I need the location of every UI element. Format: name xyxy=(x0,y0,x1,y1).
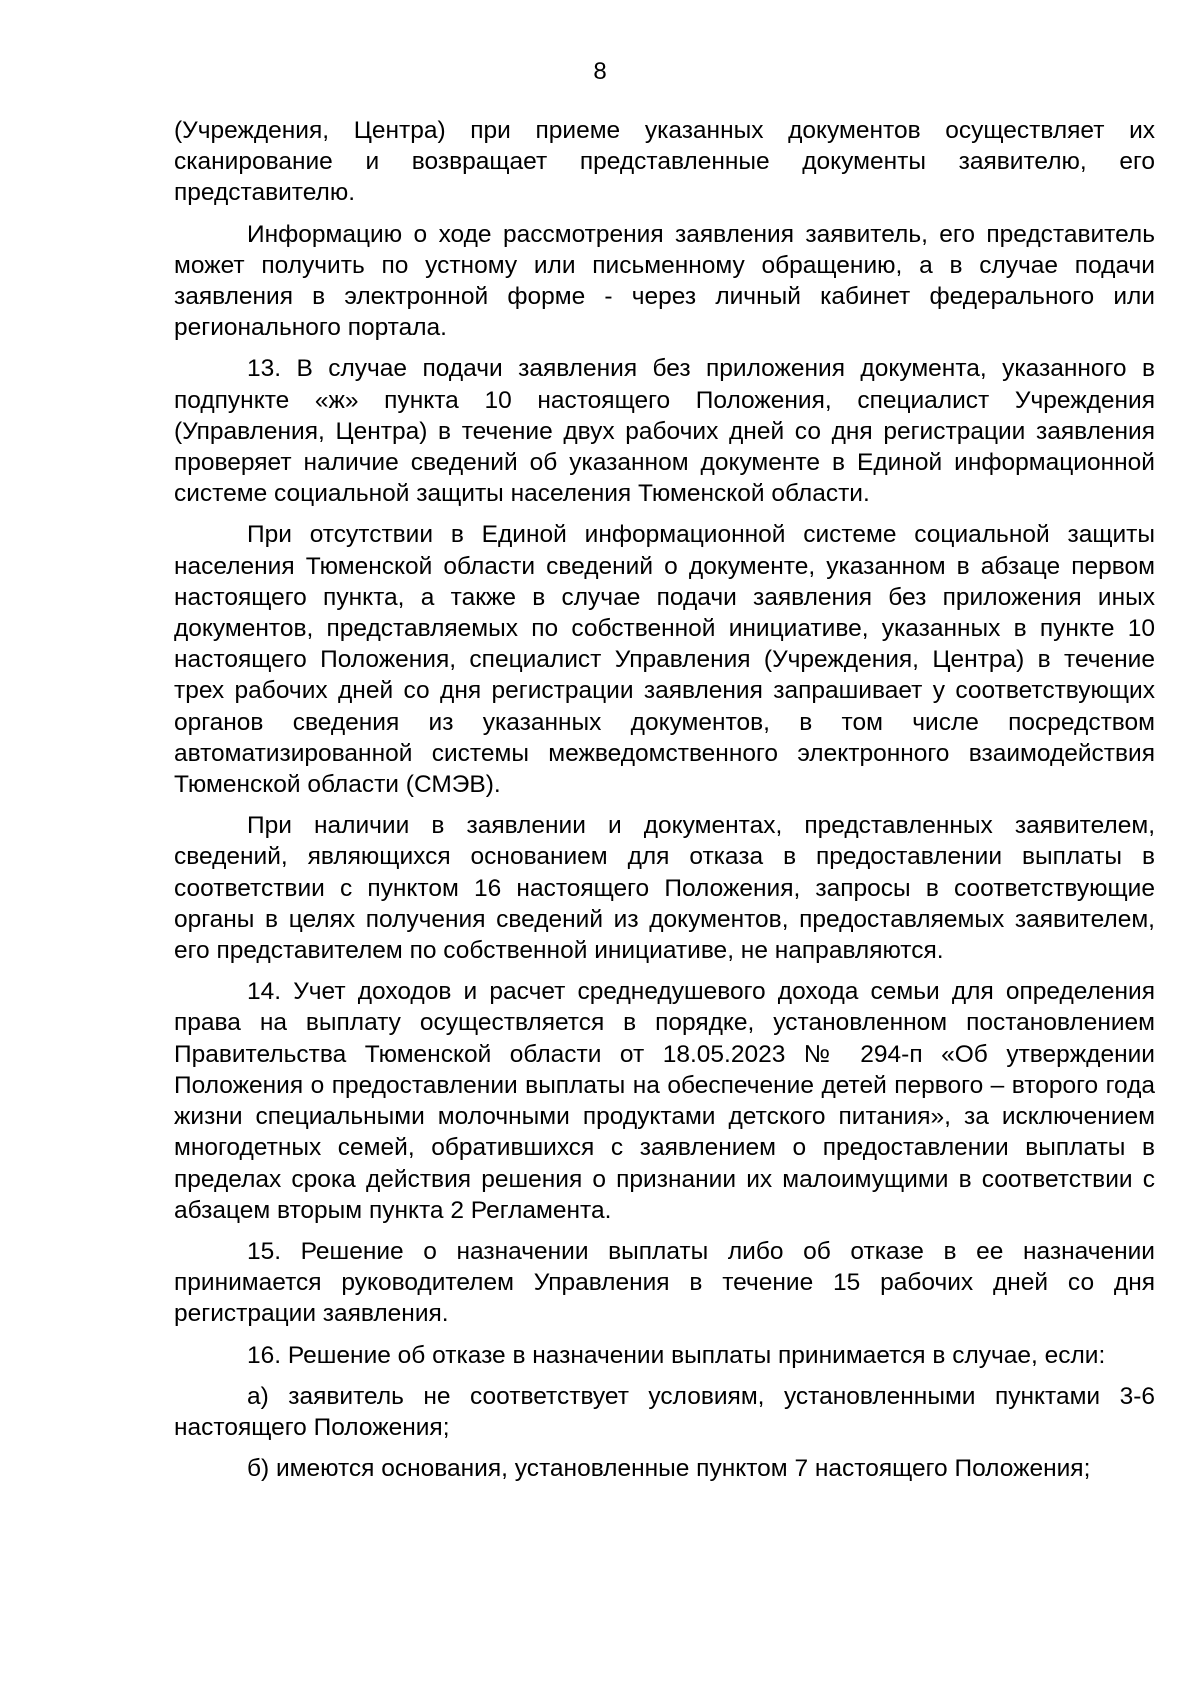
paragraph-continuation: (Учреждения, Центра) при приеме указанных документов осуществляет их сканирование и возвращает представленные документы заявителю, его представителю. xyxy=(174,117,1155,207)
paragraph-item-13-refusal-grounds: При наличии в заявлении и документах, представленных заявителем, сведений, являющихся основанием для отказа в предоставлении выплаты в соответствии с пунктом 16 настоящего Положения, запросы в соответствующие органы в целях получения сведений из документов, предоставляемых заявителем, его представителем по собственной инициативе, не направляются. xyxy=(174,812,1155,965)
document-body xyxy=(174,115,1155,1494)
page-number: 8 xyxy=(593,58,607,85)
paragraph-item-14: 14. Учет доходов и расчет среднедушевого дохода семьи для определения права на выплату осуществляется в порядке, установленном постановлением Правительства Тюменской области от 18.05.2023 № 294-п «Об утверждении Положения о предоставлении выплаты на обеспечение детей первого – второго года жизни специальными молочными продуктами детского питания», за исключением многодетных семей, обратившихся с заявлением о предоставлении выплаты в пределах срока действия решения о признании их малоимущими в соответствии с абзацем вторым пункта 2 Регламента. xyxy=(174,978,1155,1224)
paragraph-item-16-a: а) заявитель не соответствует условиям, установленными пунктами 3-6 настоящего Положения; xyxy=(174,1382,1155,1441)
paragraph-item-16-b: б) имеются основания, установленные пунктом 7 настоящего Положения; xyxy=(247,1455,1091,1483)
paragraph-status-info: Информацию о ходе рассмотрения заявления заявитель, его представитель может получить по устному или письменному обращению, а в случае подачи заявления в электронной форме - через личный кабинет федерального или регионального портала. xyxy=(174,220,1155,342)
paragraph-item-13: 13. В случае подачи заявления без приложения документа, указанного в подпункте «ж» пункта 10 настоящего Положения, специалист Учреждения (Управления, Центра) в течение двух рабочих дней со дня регистрации заявления проверяет наличие сведений об указанном документе в Единой информационной системе социальной защиты населения Тюменской области. xyxy=(174,355,1155,508)
paragraph-item-16: 16. Решение об отказе в назначении выплаты принимается в случае, если: xyxy=(247,1341,1106,1369)
paragraph-item-15: 15. Решение о назначении выплаты либо об отказе в ее назначении принимается руководителем Управления в течение 15 рабочих дней со дня регистрации заявления. xyxy=(174,1237,1155,1328)
paragraph-item-13-absence: При отсутствии в Единой информационной системе социальной защиты населения Тюменской области сведений о документе, указанном в абзаце первом настоящего пункта, а также в случае подачи заявления без приложения иных документов, представляемых по собственной инициативе, указанных в пункте 10 настоящего Положения, специалист Управления (Учреждения, Центра) в течение трех рабочих дней со дня регистрации заявления запрашивает у соответствующих органов сведения из указанных документов, в том числе посредством автоматизированной системы межведомственного электронного взаимодействия Тюменской области (СМЭВ). xyxy=(174,521,1155,799)
